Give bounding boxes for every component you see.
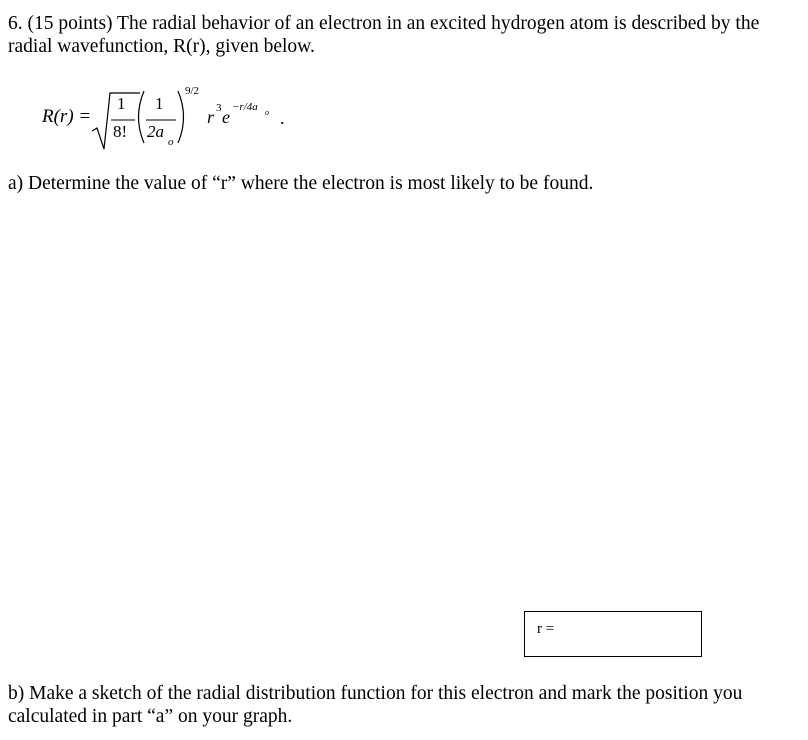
sqrt-denominator: 8! [113,122,128,141]
equation-period: . [280,108,285,128]
answer-input-box[interactable] [524,611,702,657]
r-exponent: 3 [216,102,222,114]
question-part-a: a) Determine the value of “r” where the electron is most likely to be found. [8,173,594,194]
inner-numerator: 1 [155,94,164,113]
e-exponent: −r/4a [232,101,258,113]
equation-lhs: R(r) = [42,106,92,127]
e-factor: e [222,107,230,127]
e-exponent-subscript: o [265,108,269,117]
outer-exponent: 9/2 [185,85,200,97]
answer-label: r = [537,621,555,637]
r-factor: r [207,107,215,127]
inner-denominator-subscript: o [168,136,174,148]
sqrt-numerator: 1 [117,94,126,113]
radial-wavefunction-equation [0,80,320,160]
inner-denominator: 2a [147,122,164,141]
question-part-b: b) Make a sketch of the radial distribution function for this electron and mark the position you calculated in part “a” on your graph. [8,683,743,727]
question-intro: 6. (15 points) The radial behavior of an electron in an excited hydrogen atom is described by the radial wavefunction, R(r), given below. [8,13,760,57]
